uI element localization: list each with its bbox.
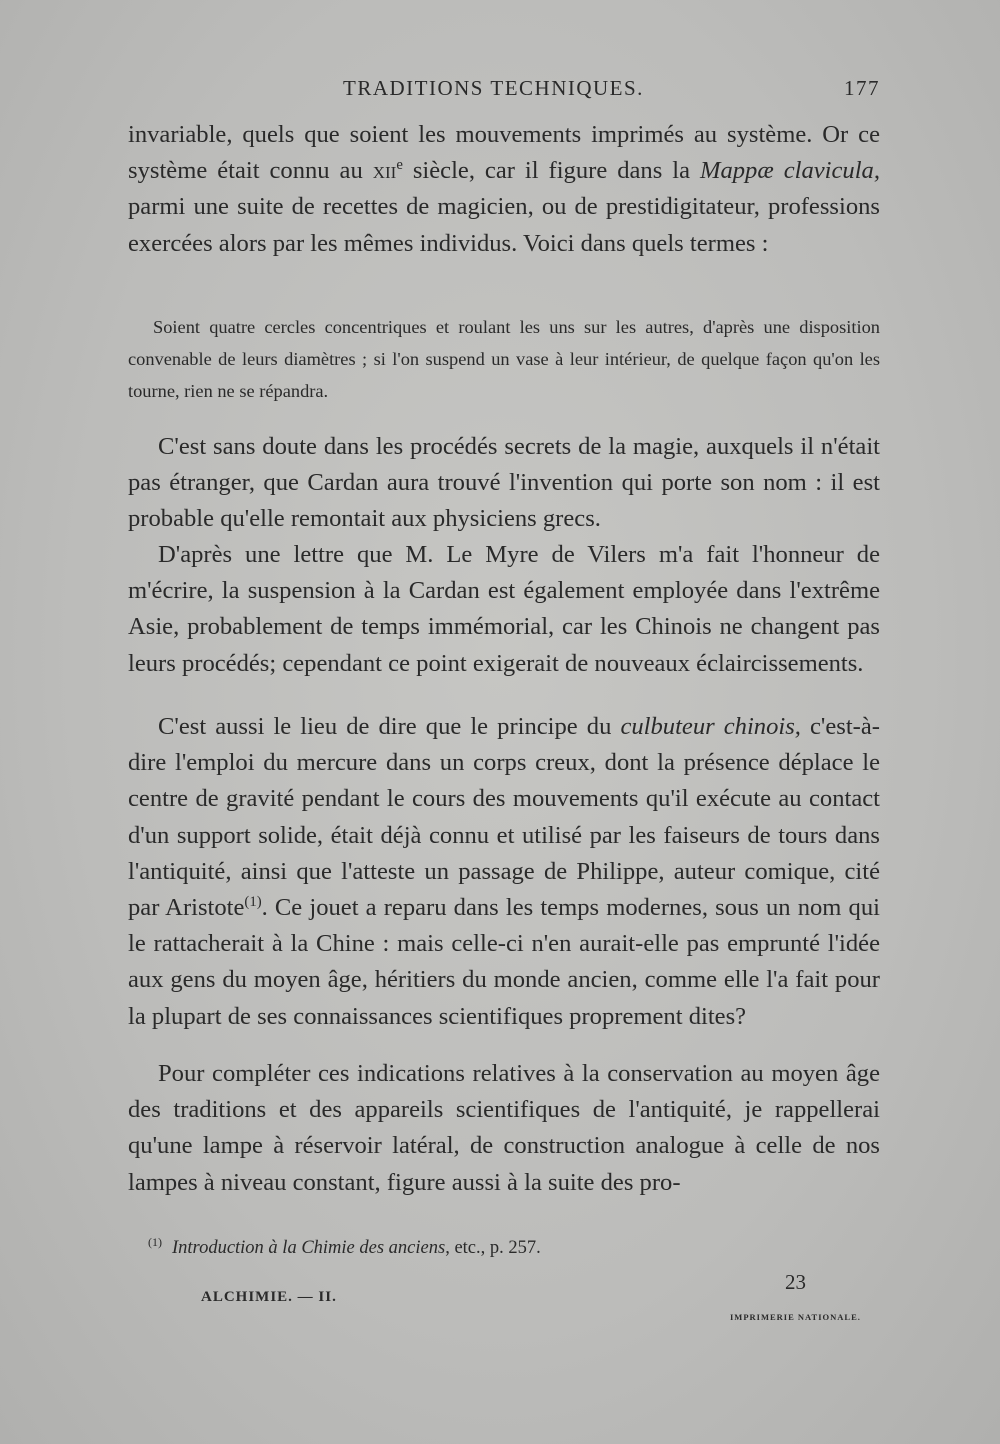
paragraph-1-text-a: invariable, quels que soient les mouvements imprimés au système. Or ce système était connu au bbox=[128, 121, 880, 185]
paragraph-5: Pour compléter ces indications relatives à la conservation au moyen âge des traditions et des appareils scientifiques de l'antiquité, je rappellerai qu'une lampe à réservoir latéral, de construction analogue à celle de nos lampes à niveau constant, figure aussi à la suite des pro- bbox=[128, 1060, 880, 1196]
printer-signature: ALCHIMIE. — II. bbox=[201, 1289, 337, 1305]
paragraph-3: D'après une lettre que M. Le Myre de Vilers m'a fait l'honneur de m'écrire, la suspension à la Cardan est également employée dans l'extrême Asie, probablement de temps immémorial, car les Chinois ne changent pas leurs procédés; cependant ce point exigerait de nouveaux éclaircissements. bbox=[128, 541, 880, 677]
paragraph-4 bbox=[128, 709, 880, 1035]
century-numeral: xii bbox=[372, 157, 397, 185]
footnote-reference-text: , etc., p. 257. bbox=[445, 1238, 541, 1259]
footnote-reference: (1) bbox=[244, 893, 262, 910]
century-superscript: e bbox=[396, 157, 403, 174]
paragraph-4-text-c: . Ce jouet a reparu dans les temps modernes, sous un nom qui le rattacherait à la Chine : mais celle-ci n'en aurait-elle pas emprunté l'idée aux gens du moyen âge, héritiers du monde ancien, comme elle l'a fait pour la plupart de ses connaissances scientifiques proprement dites? bbox=[128, 894, 880, 1030]
running-title: TRADITIONS TECHNIQUES. bbox=[343, 76, 644, 100]
paragraph-1-text-c: parmi une suite de recettes de magicien, ou de prestidigitateur, professions exercées alors par les mêmes individus. Voici dans quels termes : bbox=[128, 193, 880, 257]
term-culbuteur-chinois: culbuteur chinois, bbox=[620, 713, 801, 740]
block-quotation: Soient quatre cercles concentriques et roulant les uns sur les autres, d'après une disposition convenable de leurs diamètres ; si l'on suspend un vase à leur intérieur, de quelque façon qu'on les tourne, rien ne se répandra. bbox=[128, 317, 880, 401]
paragraph-1-text-b: siècle, car il figure dans la bbox=[402, 157, 700, 185]
page-number: 177 bbox=[844, 76, 880, 100]
paragraph-2: C'est sans doute dans les procédés secrets de la magie, auxquels il n'était pas étranger, que Cardan aura trouvé l'invention qui porte son nom : il est probable qu'elle remontait aux physiciens grecs. bbox=[128, 433, 880, 533]
footnote-title: Introduction à la Chimie des anciens bbox=[172, 1238, 446, 1259]
printer-name: IMPRIMERIE NATIONALE. bbox=[730, 1312, 861, 1322]
sheet-number: 23 bbox=[785, 1270, 806, 1294]
paragraph-4-text-b: c'est-à-dire l'emploi du mercure dans un corps creux, dont la présence déplace le centre de gravité pendant le cours des mouvements qu'il exécute au contact d'un support solide, était déjà connu et utilisé par les faiseurs de tours dans l'antiquité, ainsi que l'atteste un passage de Philippe, auteur comique, cité par Aristote bbox=[128, 713, 880, 922]
footnote bbox=[148, 1235, 541, 1259]
work-title-mappae-clavicula: Mappæ clavicula, bbox=[699, 157, 880, 185]
footnote-marker: (1) bbox=[148, 1235, 162, 1249]
paragraph-4-text-a: C'est aussi le lieu de dire que le principe du bbox=[158, 713, 621, 740]
paragraph-continued bbox=[128, 117, 880, 262]
running-head bbox=[128, 76, 880, 106]
